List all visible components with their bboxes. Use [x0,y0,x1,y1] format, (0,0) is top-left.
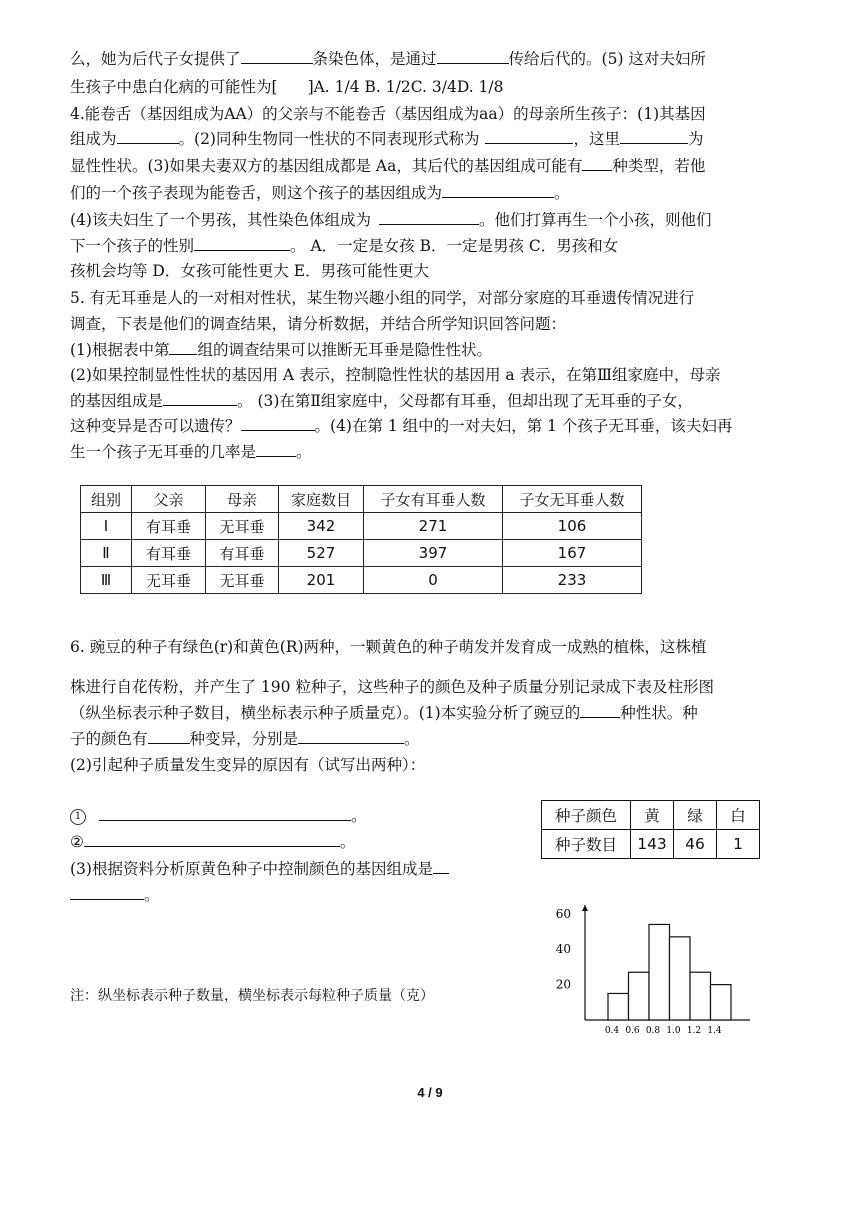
x-tick-label: 1.0 [666,1026,681,1036]
table-cell: 种子颜色 [542,801,631,830]
text-line: 生孩子中患白化病的可能性为[ ]A. 1/4 B. 1/2C. 3/4D. 1/8 [70,78,504,96]
x-tick-label: 1.2 [686,1026,702,1036]
text-line: 调查，下表是他们的调查结果，请分析数据，并结合所学知识回答问题： [70,315,567,333]
text-line: 生一个孩子无耳垂的几率是 。 [70,443,312,461]
histogram-bar [711,985,732,1020]
text-line: (2)如果控制显性性状的基因用 A 表示，控制隐性性状的基因用 a 表示，在第Ⅲ组家庭中，母亲 [70,366,721,384]
x-tick-label: 0.4 [604,1026,620,1036]
text-line: 们的一个孩子表现为能卷舌，则这个孩子的基因组成为 。 [70,184,570,202]
text-line: 孩机会均等 D．女孩可能性更大 E．男孩可能性更大 [70,262,430,280]
text-line: 1 。 [70,805,366,827]
y-axis-arrow [582,905,588,911]
ear-lobe-survey-table [80,485,642,594]
table-cell: 无耳垂 [206,567,279,594]
text-line: 么，她为后代子女提供了 条染色体，是通过 传给后代的。(5) 这对夫妇所 [70,50,706,68]
table-header-cell: 家庭数目 [279,486,364,513]
table-cell: 有耳垂 [132,513,206,540]
table-cell: 有耳垂 [132,540,206,567]
histogram-bar [608,993,629,1020]
table-cell: Ⅰ [81,513,132,540]
table-row [542,830,760,859]
table-header-cell: 组别 [81,486,132,513]
text-line: ② 。 [70,833,356,851]
table-cell: 342 [279,513,364,540]
histogram-bar [649,924,670,1020]
text-line: (1)根据表中第 组的调查结果可以推断无耳垂是隐性性状。 [70,341,492,359]
table-row [81,540,642,567]
table-cell: 167 [503,540,642,567]
table-cell: 黄 [631,801,674,830]
text-line: 下一个孩子的性别 。 A．一定是女孩 B．一定是男孩 C．男孩和女 [70,237,619,255]
table-row [81,513,642,540]
table-cell: 271 [364,513,503,540]
table-cell: 233 [503,567,642,594]
table-cell: Ⅱ [81,540,132,567]
y-tick-label: 20 [555,977,571,992]
text-line: （纵坐标表示种子数目，横坐标表示种子质量克）。(1)本实验分析了豌豆的 种性状。种 [70,704,698,722]
table-cell: 0 [364,567,503,594]
text-line: 4.能卷舌（基因组成为AA）的父亲与不能卷舌（基因组成为aa）的母亲所生孩子：(1)其基因 [70,105,706,123]
table-cell: 46 [674,830,717,859]
table-cell: 106 [503,513,642,540]
text-line: (3)根据资料分析原黄色种子中控制颜色的基因组成是 [70,858,449,880]
table-header-cell: 子女无耳垂人数 [503,486,642,513]
text-line: 株进行自花传粉，并产生了 190 粒种子，这些种子的颜色及种子质量分别记录成下表及柱形图 [70,678,714,696]
text-line: 这种变异是否可以遗传？ 。(4)在第 1 组中的一对夫妇，第 1 个孩子无耳垂，该夫妇再 [70,417,733,435]
x-tick-label: 1.4 [707,1026,722,1036]
seed-color-table [541,800,760,859]
table-cell: 201 [279,567,364,594]
histogram-bar [670,937,691,1020]
y-tick-label: 40 [555,942,571,957]
text-line: (2)引起种子质量发生变异的原因有（试写出两种）： [70,756,426,774]
text-line: 组成为 。(2)同种生物同一性状的不同表现形式称为 ，这里 为 [70,130,704,148]
table-header-cell: 子女有耳垂人数 [364,486,503,513]
text-line: 。 [70,884,160,906]
histogram-bar [690,972,711,1020]
text-line: (4)该夫妇生了一个男孩，其性染色体组成为 。他们打算再生一个小孩，则他们 [70,211,712,229]
table-cell: Ⅲ [81,567,132,594]
page-number: 4 / 9 [417,1085,443,1100]
table-header-cell: 父亲 [132,486,206,513]
x-tick-label: 0.6 [625,1026,640,1036]
text-line: 5. 有无耳垂是人的一对相对性状，某生物兴趣小组的同学，对部分家庭的耳垂遗传情况进行 [70,289,695,307]
text-line: 子的颜色有 种变异，分别是 。 [70,730,420,748]
table-row [81,567,642,594]
table-cell: 无耳垂 [132,567,206,594]
text-line: 显性性状。(3)如果夫妻双方的基因组成都是 Aa，其后代的基因组成可能有 种类型，若他 [70,157,706,175]
table-cell: 种子数目 [542,830,631,859]
table-header-cell: 母亲 [206,486,279,513]
table-cell: 397 [364,540,503,567]
table-cell: 143 [631,830,674,859]
table-cell: 无耳垂 [206,513,279,540]
circled-number: 1 [70,809,86,825]
table-cell: 绿 [674,801,717,830]
table-row [542,801,760,830]
text-line: 6. 豌豆的种子有绿色(r)和黄色(R)两种，一颗黄色的种子萌发并发育成一成熟的植株，这株植 [70,638,707,656]
chart-note: 注：纵坐标表示种子数量，横坐标表示每粒种子质量（克） [70,988,434,1004]
table-cell: 白 [717,801,760,830]
y-tick-label: 60 [555,906,571,921]
table-cell: 1 [717,830,760,859]
table-header-row [81,486,642,513]
seed-mass-histogram [545,900,755,1045]
text-line: 的基因组成是 。 (3)在第Ⅱ组家庭中，父母都有耳垂，但却出现了无耳垂的子女， [70,392,693,410]
x-tick-label: 0.8 [645,1026,661,1036]
table-cell: 527 [279,540,364,567]
table-cell: 有耳垂 [206,540,279,567]
histogram-bar [629,972,650,1020]
